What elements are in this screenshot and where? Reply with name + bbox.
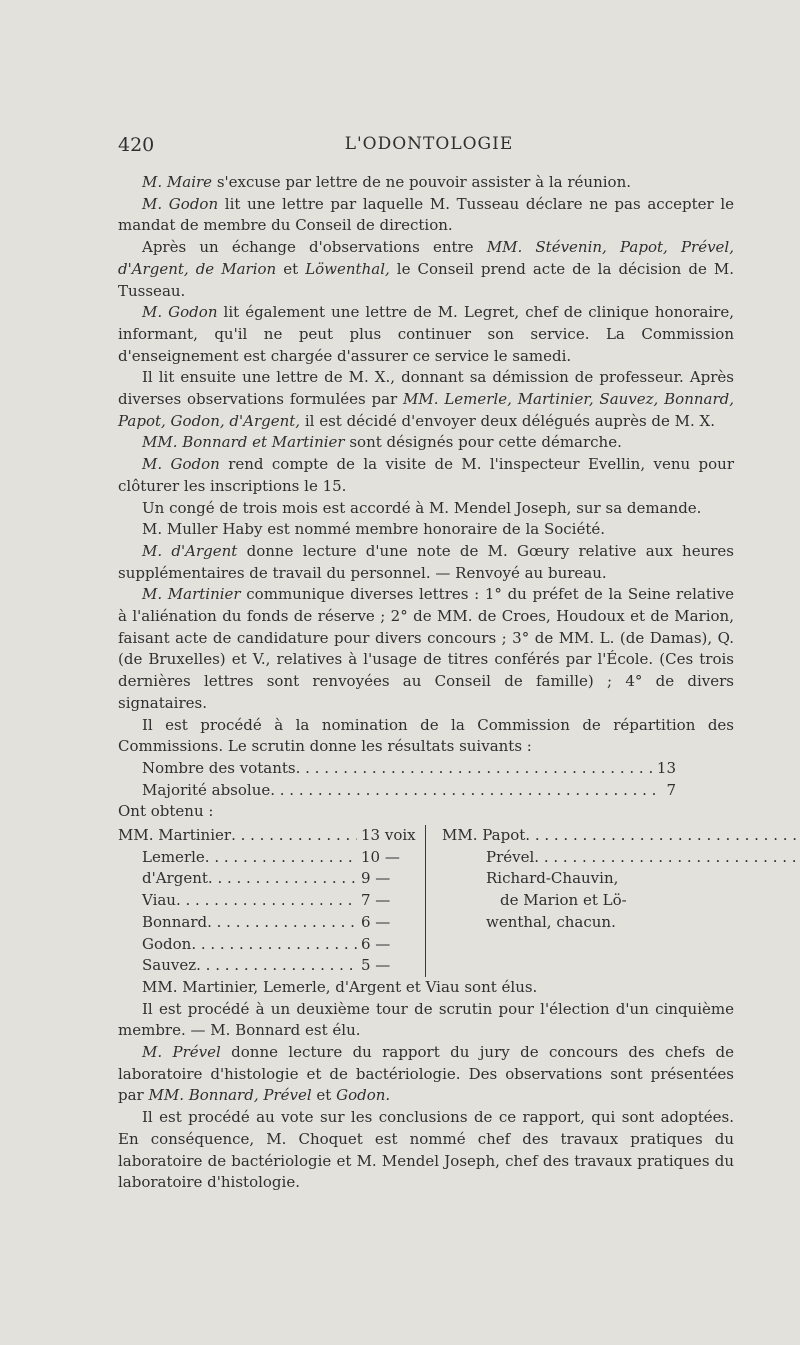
majorite-value: 7 — [666, 780, 676, 799]
paragraph: Un congé de trois mois est accordé à M. Mendel Joseph, sur sa demande. — [142, 498, 702, 517]
leader-dots — [296, 758, 653, 780]
paragraph: MM. Martinier, Lemerle, d'Argent et Viau sont élus. — [142, 977, 538, 996]
paragraph: M. Prével donne lecture du rapport du jury de concours des chefs de laboratoire d'histologie et de bactériologie. Des observations sont présentées par MM. Bonnard, Prével et Godon. — [118, 1043, 734, 1105]
result-row: Lemerle . . . 10 — — [118, 847, 419, 869]
results-left-column — [118, 825, 426, 977]
leader-dots — [270, 780, 662, 802]
votants-value: 13 — [656, 758, 676, 777]
paragraph: M. Muller Haby est nommé membre honoraire de la Société. — [142, 520, 606, 539]
paragraph: M. Godon rend compte de la visite de M. l'inspecteur Evellin, venu pour clôturer les inscriptions le 15. — [118, 455, 734, 495]
result-row: wenthal, chacun. — [486, 912, 616, 931]
page-number: 420 — [118, 134, 155, 156]
result-row: Bonnard . . . 6 — — [118, 912, 419, 934]
result-row: Godon . . . 6 — — [118, 934, 419, 956]
result-row: MM. Papot . . . — [442, 825, 800, 847]
results-right-column — [426, 825, 800, 977]
obtenu-label: Ont obtenu : — [118, 802, 214, 821]
page-header — [118, 134, 740, 160]
paragraph: Il est procédé à la nomination de la Commission de répartition des Commissions. Le scrutin donne les résultats suivants : — [118, 715, 734, 756]
result-row: d'Argent . . . 9 — — [118, 868, 419, 890]
votants-label: Nombre des votants — [142, 758, 296, 777]
result-row: Prével . . . — [442, 847, 800, 869]
votants-line — [142, 758, 676, 780]
result-row: Viau . . . 7 — — [118, 890, 419, 912]
paragraph: M. Godon lit une lettre par laquelle M. Tusseau déclare ne pas accepter le mandat de membre du Conseil de direction. — [118, 194, 735, 235]
paragraph: MM. Bonnard et Martinier sont désignés pour cette démarche. — [142, 433, 622, 452]
paragraph: M. Godon lit également une lettre de M. Legret, chef de clinique honoraire, informant, qu'il ne peut plus continuer son service. La Commission d'enseignement est chargée d'assurer ce service le samedi. — [118, 303, 734, 365]
majorite-label: Majorité absolue — [142, 780, 271, 799]
ballot-results — [118, 825, 734, 977]
paragraph: Il est procédé au vote sur les conclusions de ce rapport, qui sont adoptées. En conséquence, M. Choquet est nommé chef des travaux pratiques du laboratoire de bactériologie et M. Mendel Joseph, chef des travaux pratiques du laboratoire d'histologie. — [118, 1108, 734, 1192]
paragraph: Il est procédé à un deuxième tour de scrutin pour l'élection d'un cinquième membre. — M. Bonnard est élu. — [118, 999, 734, 1040]
paragraph: M. Martinier communique diverses lettres : 1° du préfet de la Seine relative à l'aliénation du fonds de réserve ; 2° de MM. de Croes, Houdoux et de Marion, faisant acte de candidature pour divers concours ; 3° de MM. L. (de Damas), Q. (de Bruxelles) et V., relatives à l'usage de titres conférés par l'École. (Ces trois dernières lettres sont renvoyées au Conseil de famille) ; 4° de divers signataires. — [118, 585, 734, 712]
majorite-line — [142, 780, 676, 802]
page-body — [118, 172, 734, 1194]
result-row: Richard-Chauvin, — [486, 869, 619, 888]
result-row: de Marion et Lö- — [500, 891, 627, 910]
paragraph: M. Maire s'excuse par lettre de ne pouvoir assister à la réunion. — [142, 173, 632, 191]
result-row: MM. Martinier . . . 13 voix — [118, 825, 419, 847]
result-row: Sauvez . . . 5 — — [118, 955, 419, 977]
running-title: L'ODONTOLOGIE — [344, 134, 514, 154]
paragraph: Il lit ensuite une lettre de M. X., donnant sa démission de professeur. Après diverses observations formulées par MM. Lemerle, Martinier, Sauvez, Bonnard, Papot, Godon, d'Argent, il est décidé d'envoyer deux délégués auprès de M. X. — [118, 368, 734, 430]
paragraph: M. d'Argent donne lecture d'une note de M. Gœury relative aux heures supplémentaires de travail du personnel. — Renvoyé au bureau. — [118, 541, 734, 582]
paragraph: Après un échange d'observations entre MM. Stévenin, Papot, Prével, d'Argent, de Marion et Löwenthal, le Conseil prend acte de la décision de M. Tusseau. — [118, 238, 734, 300]
